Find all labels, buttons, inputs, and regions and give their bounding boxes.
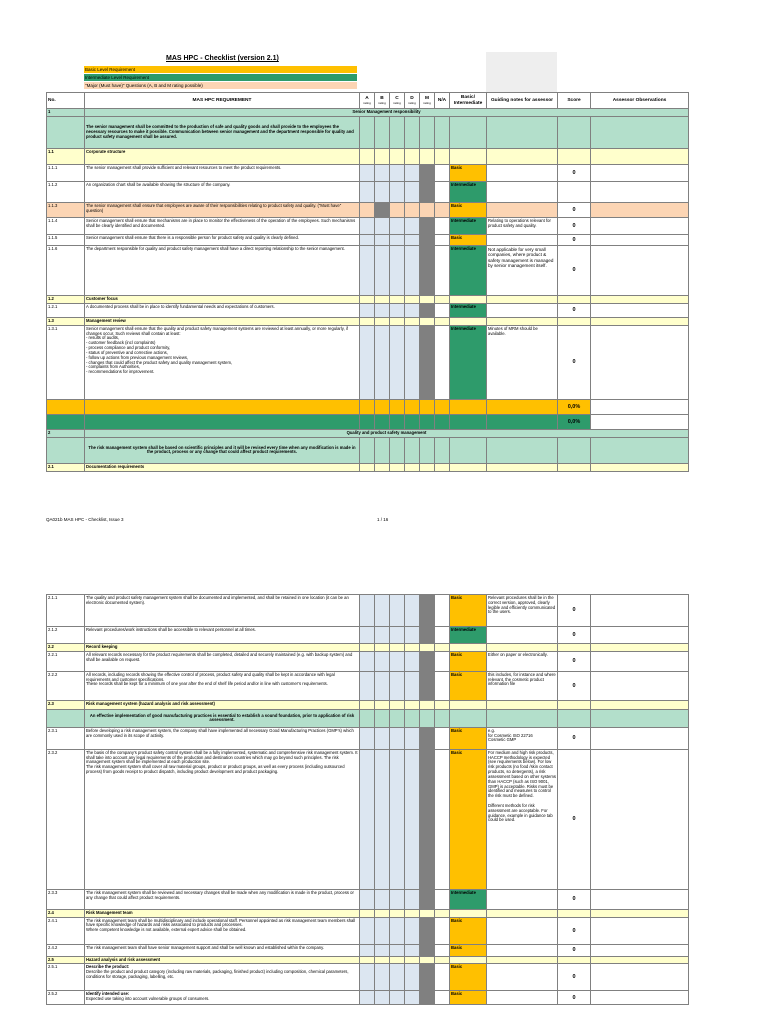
total-intermediate-row: [47, 414, 689, 429]
section-intro-row: An effective implementation of good manufacturing practices is essential to establish a sound foundation, prior to application of risk assessment.: [47, 709, 689, 727]
footer-doc-id: QA021b MAS HPC - Checklist, Issue 3: [46, 517, 124, 522]
header-shade: [486, 52, 557, 92]
col-no: No.: [47, 93, 85, 109]
col-score: Score: [558, 93, 591, 109]
table-row: 1.1.2 An organization chart shall be available showing the structure of the company. Intermediate: [47, 182, 689, 203]
table-row: 1.1.1 The senior management shall provide sufficient and relevant resources to meet the product requirements. Basic 0: [47, 165, 689, 182]
col-na: N/A: [435, 93, 450, 109]
table-row: 2.3.1 Before developing a risk management system, the company shall have implemented all necessary Good Manufacturing Practices (GMP’s) which are commonly used in its scope of activity. Basic e.g. for Cosmetic ISO 22716 Cosmetic GMP 0: [47, 727, 689, 749]
table-row: 2.3.2 The basis of the company’s product safety control system shall be a fully implemented, systematic and comprehensive risk management system. It shall take into account any legal requirements of the production and destination countries which may go beyond such principles. The risk management system shall be implemented at each production site. The risk management system shall cover all raw material groups, product or product groups, as well as every process (including outsourced process) from goods receipt to product dispatch, including product development and product packaging. Basic For medium and high risk products, HACCP methodology is expected (see requirements below). For low risk products (no food /skin contact products, so detergents), a risk assessment based on other systems than HACCP (such as ISO 9001, GMP) is acceptable. Risks must be identified and measures to control the risk must be defined. Different methods for risk assessment are acceptable. For guidance, example in guidance tab could be used. 0: [47, 749, 689, 889]
col-level: Basic/ Intermediate: [450, 93, 487, 109]
table-row: 1.2.1 A documented process shall be in place to identify fundamental needs and expectations of customers. Intermediate 0: [47, 304, 689, 318]
section-row: 1 Senior Management responsibility: [47, 109, 689, 117]
legend-intermediate: Intermediate Level Requirement: [84, 74, 357, 81]
section-intro-row: The senior management shall be committed to the production of safe and quality goods and shall provide to the employees the necessary resources to make it possible. Communication between senior management and the department responsible for quality and product safety management shall be assured.: [47, 117, 689, 149]
legend-basic: Basic Level Requirement: [84, 66, 357, 73]
col-b: B rating: [375, 93, 390, 109]
table-row-major: 1.1.3 The senior management shall ensure that employees are aware of their responsibilities relating to product safety and quality. ("Must have" question) Basic 0: [47, 203, 689, 218]
subsection-row: 1.1 Corporate structure: [47, 149, 689, 165]
col-guidance: Guiding notes for assessor: [487, 93, 558, 109]
subsection-row: 2.3 Risk management system (hazard analysis and risk assessment): [47, 700, 689, 709]
col-d: D rating: [405, 93, 420, 109]
table-row: 2.1.1 The quality and product safety management system shall be documented and implemented, and shall be retained in one location (it can be an electronic documented system). Basic Relevant procedures shall be in the correct version, approved, clearly legible and efficiently communicated to the users. 0: [47, 595, 689, 627]
subsection-row: 2.1 Documentation requirements: [47, 463, 689, 471]
guidance-text: e.g. for Cosmetic ISO 22716 Cosmetic GMP: [488, 727, 533, 743]
col-m: M rating: [420, 93, 435, 109]
table-row: 2.4.2 The risk management team shall have senior management support and shall be well known and established within the company. Basic 0: [47, 944, 689, 956]
table-row: 2.4.1 The risk management team shall be multidisciplinary and include operational staff. Personnel appointed as risk management team members shall have specific knowledge of hazards and risks associated to products and processes. Where competent knowledge is not available, external expert advice shall be obtained. Basic 0: [47, 917, 689, 944]
table-row: 2.2.2 All records, including records showing the effective control of process, product safety and quality shall be kept in accordance with legal requirements and customer specifications. These records shall be kept for a minimum of one year after the end of shelf life period and/or in line with customer’s requirements. Basic this includes, for instance and where relevant, the cosmetic product information file 0: [47, 671, 689, 700]
col-observations: Assessor Observations: [591, 93, 689, 109]
table-row: 2.1.2 Relevant procedures/work instructions shall be accessible to relevant personnel at all times. Intermediate 0: [47, 627, 689, 644]
table-row: 2.5.2 Identify intended use: Expected use taking into account vulnerable groups of consumers. Basic 0: [47, 991, 689, 1005]
table-row: 1.1.6 The department responsible for quality and product safety management shall have a direct reporting relationship to the senior management. Intermediate Not applicable for very small companies, where product & safety management is managed by senior management itself. 0: [47, 246, 689, 296]
section-intro-row: The risk management system shall be based on scientific principles and it will be revised every time when any modification is made in the product, process or any change that could affect product requirements.: [47, 437, 689, 463]
table-row: 2.2.1 All relevant records necessary for the product requirements shall be completed, detailed and securely maintained (e.g. with backup system) and shall be available on request. Basic Either on paper or electronically. 0: [47, 651, 689, 671]
col-c: C rating: [390, 93, 405, 109]
subsection-row: 2.5 Hazard analysis and risk assessment: [47, 956, 689, 964]
subsection-row: 1.3 Management review: [47, 318, 689, 326]
total-intermediate: 0,0%: [558, 414, 591, 429]
col-requirement: MAS HPC REQUIREMENT: [85, 93, 360, 109]
checklist-table-page-1: [46, 92, 689, 472]
section-row: 2 Quality and product safety management: [47, 429, 689, 437]
subsection-row: 2.2 Record keeping: [47, 644, 689, 652]
header-row: [47, 93, 689, 109]
requirement-text: Senior management shall ensure that the quality and product safety management systems are reviewed at least annually, or more regularly, if changes occur. Such reviews shall contain at least: - results of audits, - customer feedback (incl complaints) - process compliance and product conformity, - status of preventive and corrective actions, - follow up actions from previous management reviews, - changes that could affect the product safety and quality management system, - complaints from Authorities, - recommendations for improvement.: [86, 325, 348, 375]
subsection-row: 1.2 Customer focus: [47, 296, 689, 304]
footer-page-number: 1 / 16: [377, 517, 389, 522]
guidance-text: For medium and high risk products, HACCP methodology is expected (see requirements below). For low risk products (no food /skin contact products, so detergents), a risk assessment based on other systems than HACCP (such as ISO 9001, GMP) is acceptable. Risks must be identified and measures to control the risk must be defined. Different methods for risk assessment are acceptable. For guidance, example in guidance tab could be used.: [488, 749, 556, 823]
table-row: 2.3.3 The risk management system shall be reviewed and necessary changes shall be made when any modification is made in the product, process or any change that could affect product requirements. Intermediate 0: [47, 889, 689, 909]
table-row: 2.5.1 Describe the product: Describe the product and product category (including raw materials, packaging, finished product) including composition, chemical parameters, conditions for storage, packaging, labelling, etc. Basic 0: [47, 964, 689, 991]
col-a: A rating: [360, 93, 375, 109]
requirement-text: The risk management team shall be multidisciplinary and include operational staff. Personnel appointed as risk management team members shall have specific knowledge of hazards and risks associated to products and processes. Where competent knowledge is not available, external expert advice shall be obtained.: [86, 917, 356, 933]
total-basic: 0,0%: [558, 399, 591, 414]
table-row: 1.1.5 Senior management shall ensure that there is a responsible person for product safety and quality is clearly defined. Basic 0: [47, 235, 689, 246]
requirement-text: The basis of the company’s product safety control system shall be a fully implemented, systematic and comprehensive risk management system. It shall take into account any legal requirements of the production and destination countries which may go beyond such principles. The risk management system shall be implemented at each production site. The risk management system shall cover all raw material groups, product or product groups, as well as every process (including outsourced process) from goods receipt to product dispatch, including product development and product packaging.: [86, 749, 358, 775]
page-2: [0, 590, 768, 1024]
subsection-row: 2.4 Risk Management team: [47, 909, 689, 917]
requirement-text: All records, including records showing the effective control of process, product safety and quality shall be kept in accordance with legal requirements and customer specifications. These records shall be kept for a minimum of one year after the end of shelf life period and/or in line with customer’s requirements.: [86, 671, 335, 687]
legend-major: "Major (Must have)" Questions (A, B and M rating possible): [84, 82, 357, 89]
table-row: 1.3.1 Senior management shall ensure that the quality and product safety management systems are reviewed at least annually, or more regularly, if changes occur. Such reviews shall contain at least: - results of audits, - customer feedback (incl complaints) - process compliance and product conformity, - status of preventive and corrective actions, - follow up actions from previous management reviews, - changes that could affect the product safety and quality management system, - complaints from Authorities, - recommendations for improvement. Intermediate Minutes of MRM should be available. 0: [47, 325, 689, 399]
table-row: 1.1.4 Senior management shall ensure that mechanisms are in place to monitor the effectiveness of the operation of the employees. Such mechanisms shall be clearly identified and documented. Intermediate Relating to operations relevant for product safety and quality. 0: [47, 218, 689, 235]
checklist-table-page-2: [46, 594, 689, 1005]
total-basic-row: [47, 399, 689, 414]
document-title: MAS HPC - Checklist (version 2.1): [166, 55, 279, 62]
